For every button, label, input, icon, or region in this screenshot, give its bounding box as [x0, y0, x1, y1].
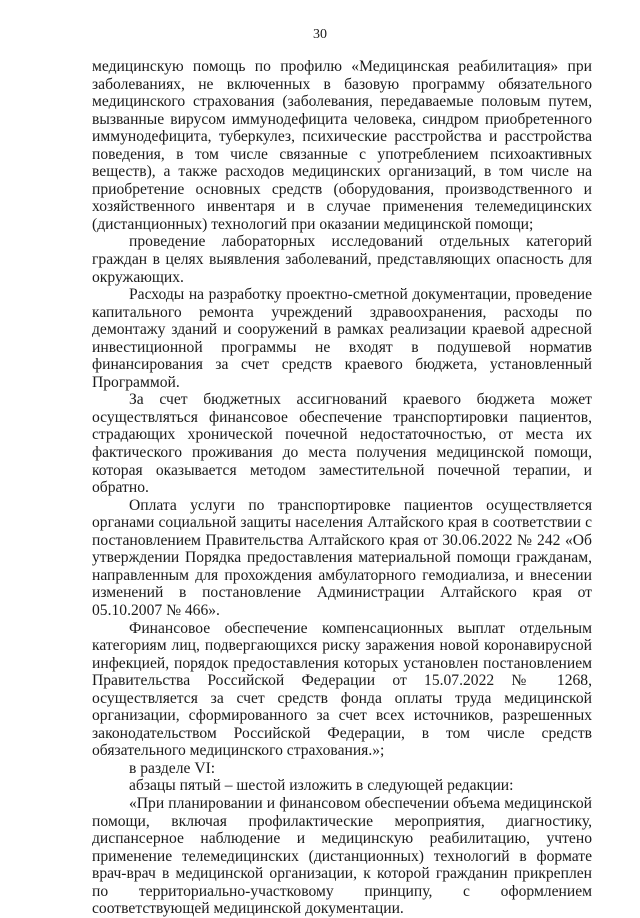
paragraph-patient-transport: За счет бюджетных ассигнований краевого бюджета может осуществляться финансовое обеспечение транспортировки пациентов, страдающих хронической почечной недостаточностью, от места их фактического проживания до места получения медицинской помощи, которая оказывается методом заместительной почечной терапии, и обратно. — [92, 391, 592, 497]
page-number: 30 — [313, 27, 327, 42]
paragraph-laboratory-research: проведение лабораторных исследований отдельных категорий граждан в целях выявления заболеваний, представляющих опасность для окружающих. — [92, 233, 592, 286]
paragraph-compensation-payments: Финансовое обеспечение компенсационных выплат отдельным категориям лиц, подвергающихся риску заражения новой коронавирусной инфекцией, порядок предоставления которых установлен постановлением Правительства Российской Федерации от 15.07.2022 № 1268, осуществляется за счет средств фонда оплаты труда медицинской организации, сформированного за счет всех источников, разрешенных законодательством Российской Федерации, в том числе средств обязательного медицинского страхования.»; — [92, 619, 592, 760]
paragraph-telemedicine: «При планировании и финансовом обеспечении объема медицинской помощи, включая профилактические мероприятия, диагностику, диспансерное наблюдение и медицинскую реабилитацию, учтено применение телемедицинских (дистанционных) технологий в формате врач-врач в медицинской организации, к которой гражданин прикреплен по территориально-участковому принципу, с оформлением соответствующей медицинской документации. — [92, 794, 592, 918]
paragraph-transport-payment: Оплата услуги по транспортировке пациентов осуществляется органами социальной защиты населения Алтайского края в соответствии с постановлением Правительства Алтайского края от 30.06.2022 № 242 «Об утверждении Порядка предоставления материальной помощи гражданам, направленным для прохождения амбулаторного гемодиализа, и внесении изменений в постановление Администрации Алтайского края от 05.10.2007 № 466». — [92, 496, 592, 619]
paragraph-amendment-note: абзацы пятый – шестой изложить в следующей редакции: — [129, 777, 514, 795]
document-body — [92, 58, 592, 918]
paragraph-section-vi: в разделе VI: — [129, 759, 216, 777]
paragraph-design-documentation: Расходы на разработку проектно-сметной документации, проведение капитального ремонта учреждений здравоохранения, расходы по демонтажу зданий и сооружений в рамках реализации краевой адресной инвестиционной программы не входят в подушевой норматив финансирования за счет средств краевого бюджета, установленный Программой. — [92, 286, 592, 391]
paragraph-continuation: медицинскую помощь по профилю «Медицинская реабилитация» при заболеваниях, не включенных в базовую программу обязательного медицинского страхования (заболевания, передаваемые половым путем, вызванные вирусом иммунодефицита человека, синдром приобретенного иммунодефицита, туберкулез, психические расстройства и расстройства поведения, в том числе связанные с употреблением психоактивных веществ), а также расходов медицинских организаций, в том числе на приобретение основных средств (оборудования, производственного и хозяйственного инвентаря и в случае применения телемедицинских (дистанционных) технологий при оказании медицинской помощи; — [92, 58, 592, 233]
